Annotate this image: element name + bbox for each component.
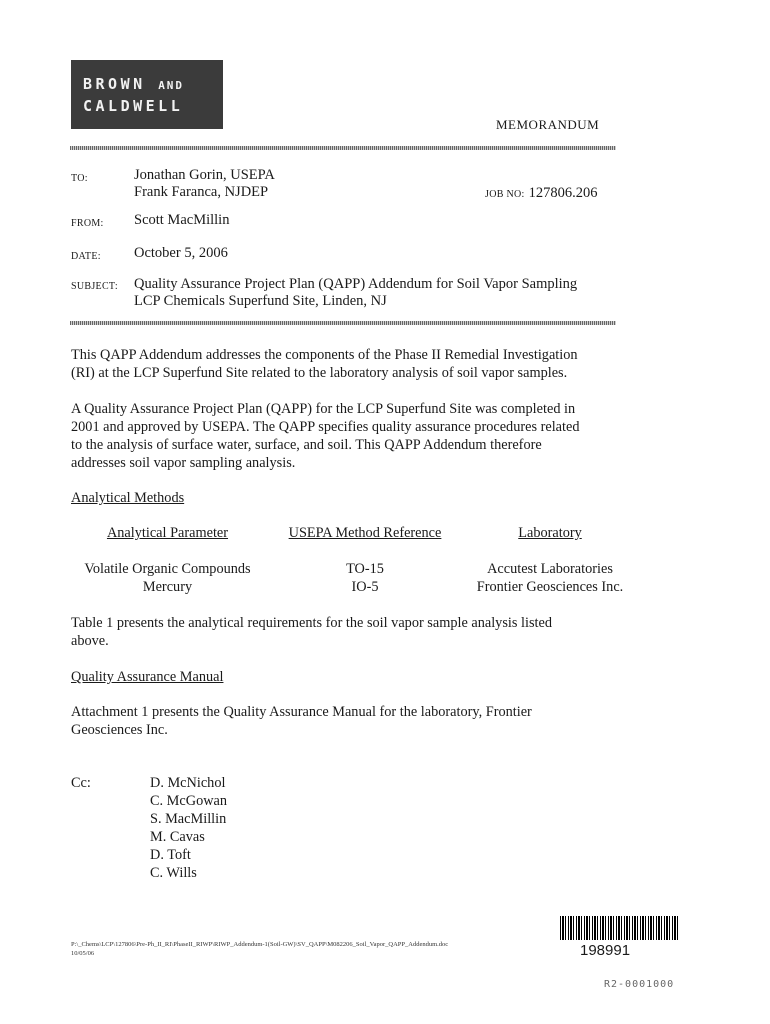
cc-item: D. McNichol [150, 775, 226, 791]
barcode-number: 198991 [580, 942, 631, 959]
from-value: Scott MacMillin [134, 212, 230, 228]
table-row-1-method: TO-15 [346, 561, 384, 577]
cc-item: M. Cavas [150, 829, 205, 845]
date-label: DATE: [71, 251, 101, 262]
cc-item: S. MacMillin [150, 811, 227, 827]
document-id: R2-0001000 [604, 979, 675, 990]
table-row-2-laboratory: Frontier Geosciences Inc. [476, 579, 624, 595]
table-header-laboratory: Laboratory [518, 525, 582, 541]
cc-item: C. Wills [150, 865, 197, 881]
from-label: FROM: [71, 218, 104, 229]
company-logo: BROWN AND CALDWELL [71, 60, 223, 129]
table-header-method: USEPA Method Reference [288, 525, 442, 541]
table-row-1-parameter: Volatile Organic Compounds [84, 561, 251, 577]
file-path: P:\_Chems\LCP\127806\Pre-Ph_II_RI\PhaseII_RIWP\RIWP_Addendum-1(Soil-GW)\SV_QAPP\M082206_Soil_Vapor_QAPP_Addendum.doc [71, 941, 449, 948]
paragraph-attachment: Attachment 1 presents the Quality Assurance Manual for the laboratory, Frontier Geosciences Inc. [71, 704, 532, 738]
paragraph-table-1: Table 1 presents the analytical requirements for the soil vapor sample analysis listed above. [71, 615, 552, 649]
table-row-2-parameter: Mercury [142, 579, 193, 595]
paragraph-intro: This QAPP Addendum addresses the components of the Phase II Remedial Investigation (RI) at the LCP Superfund Site related to the laboratory analysis of soil vapor samples. [71, 347, 578, 381]
subject-line-1: Quality Assurance Project Plan (QAPP) Addendum for Soil Vapor Sampling [134, 276, 578, 292]
memo-title: MEMORANDUM [496, 117, 600, 132]
file-path-footer [71, 940, 551, 958]
table-row-1-laboratory: Accutest Laboratories [487, 561, 613, 577]
barcode-image [560, 916, 678, 940]
table-row-2-method: IO-5 [351, 579, 379, 595]
subject-line-2: LCP Chemicals Superfund Site, Linden, NJ [134, 293, 387, 309]
to-recipient-2: Frank Faranca, NJDEP [134, 184, 269, 200]
job-value: 127806.206 [528, 185, 598, 201]
paragraph-qapp: A Quality Assurance Project Plan (QAPP) for the LCP Superfund Site was completed in 2001 and approved by USEPA. The QAPP specifies quality assurance procedures related to the analysis of surface water, surface, and soil. This QAPP Addendum therefore addresses soil vapor sampling analysis. [71, 401, 580, 471]
cc-label: Cc: [71, 775, 91, 791]
to-label: TO: [71, 173, 88, 184]
footer-date: 10/05/06 [71, 950, 95, 957]
cc-item: C. McGowan [150, 793, 228, 809]
cc-item: D. Toft [150, 847, 191, 863]
date-value: October 5, 2006 [134, 245, 228, 261]
job-label: JOB NO: [485, 189, 525, 200]
subject-label: SUBJECT: [71, 281, 118, 292]
section-heading-analytical-methods: Analytical Methods [71, 490, 185, 506]
header-divider [70, 146, 616, 150]
section-heading-qa-manual: Quality Assurance Manual [71, 669, 224, 685]
subject-divider [70, 321, 616, 325]
table-header-parameter: Analytical Parameter [106, 525, 229, 541]
cc-list [150, 774, 350, 882]
job-number [485, 184, 597, 202]
to-recipient-1: Jonathan Gorin, USEPA [134, 167, 275, 183]
